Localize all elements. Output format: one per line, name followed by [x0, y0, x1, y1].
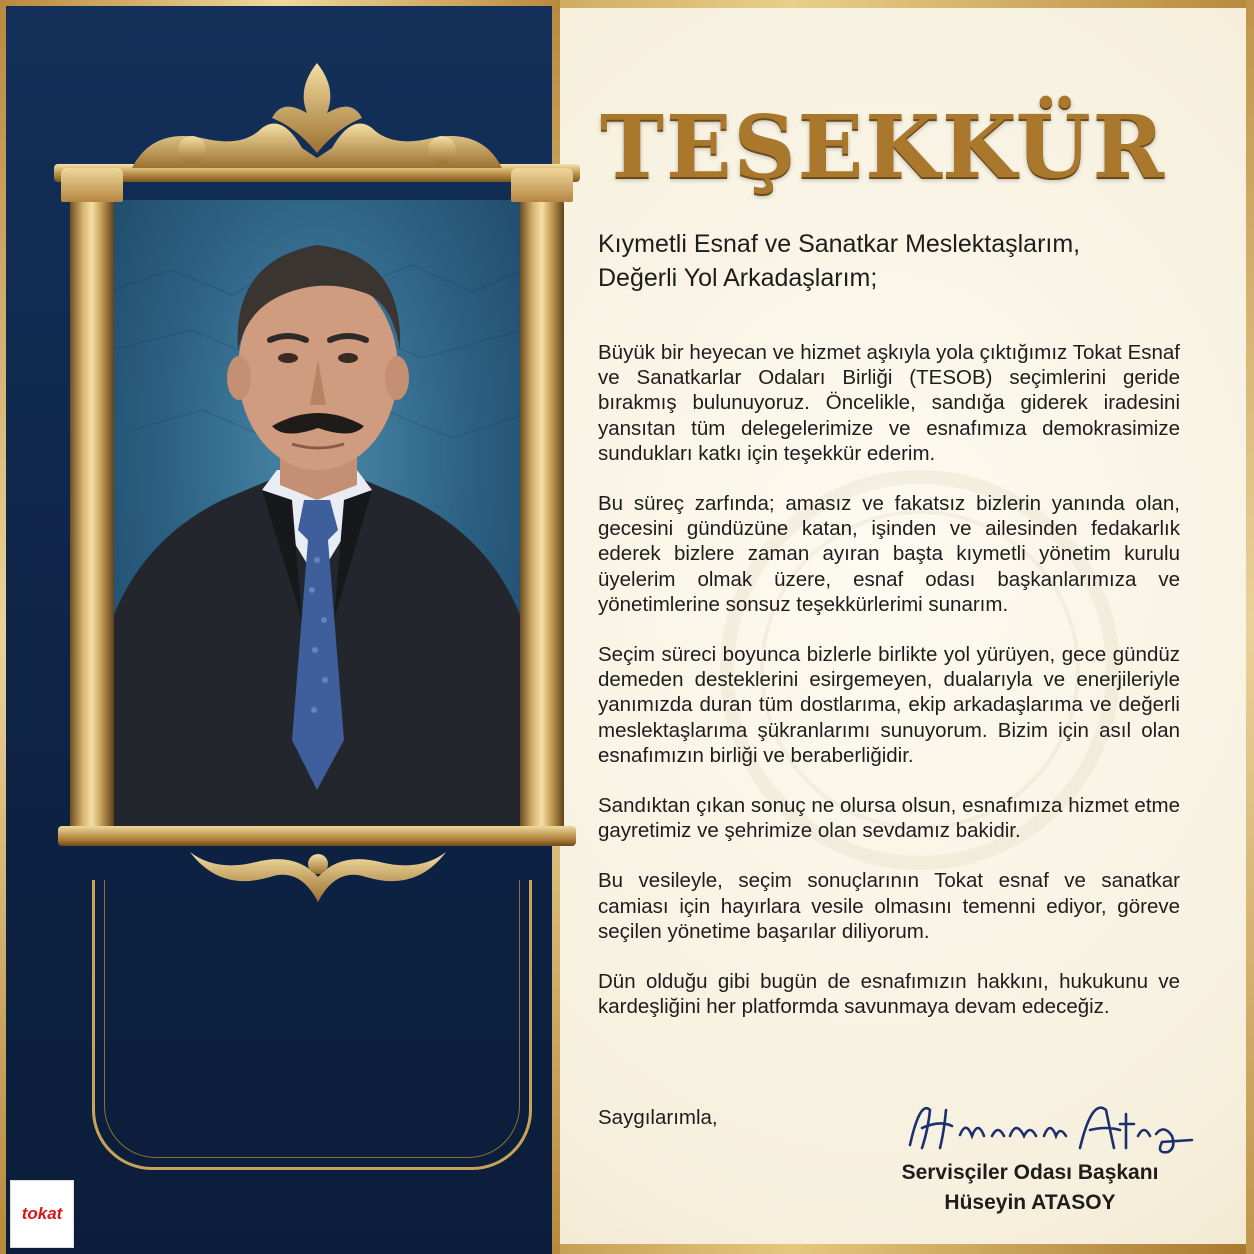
greeting-line-1: Kıymetli Esnaf ve Sanatkar Meslektaşlarım,	[598, 230, 1081, 258]
greeting-line-2: Değerli Yol Arkadaşlarım;	[598, 264, 878, 292]
portrait-illustration	[112, 200, 522, 830]
paragraph: Sandıktan çıkan sonuç ne olursa olsun, esnafımıza hizmet etme gayretimiz ve şehrimize olan sevdamız bakidir.	[598, 794, 1180, 843]
frame-capital-left	[61, 168, 123, 202]
closing-text: Saygılarımla,	[598, 1106, 718, 1129]
gold-border-top-left	[0, 0, 560, 6]
signature-block	[880, 1158, 1180, 1218]
handwritten-signature	[900, 1090, 1200, 1160]
logo-text: tokat	[21, 1204, 63, 1223]
paragraph: Büyük bir heyecan ve hizmet aşkıyla yola çıktığımız Tokat Esnaf ve Sanatkarlar Odaları Birliği (TESOB) seçimlerini geride bırakmış bulunuyoruz. Öncelikle, sandığa giderek iradesini yansıtan tüm delegelerimize ve esnafımıza demokrasimize sundukları katkı için teşekkür ederim.	[598, 341, 1180, 465]
greeting	[598, 227, 1178, 295]
paragraph: Dün olduğu gibi bugün de esnafımızın hakkını, hukukunu ve kardeşliğini her platformda savunmaya devam edeceğiz.	[598, 970, 1180, 1019]
ornament-bottom-icon	[180, 842, 456, 912]
paragraph: Bu süreç zarfında; amasız ve fakatsız bizlerin yanında olan, gecesini gündüzüne katan, işinden ve ailesinden fedakarlık ederek bizlere zaman ayıran başta kıymetli yönetim kurulu üyelerim olmak üzere, esnaf odası başkanlarımıza ve yönetimlerine sonsuz teşekkürlerimi sunarım.	[598, 492, 1180, 616]
tokat-haber-logo	[10, 1180, 74, 1248]
ornament-top-icon	[122, 58, 512, 178]
portrait-photo	[112, 200, 522, 830]
frame-capital-right	[511, 168, 573, 202]
frame-column-left	[70, 200, 114, 840]
page-title: TEŞEKKÜR	[600, 97, 1167, 198]
letter-body	[598, 340, 1180, 1044]
gold-border-left	[0, 0, 6, 1254]
signature-role: Servisçiler Odası Başkanı	[901, 1161, 1159, 1184]
signature-name: Hüseyin ATASOY	[944, 1191, 1116, 1214]
paragraph: Bu vesileyle, seçim sonuçlarının Tokat esnaf ve sanatkar camiası için hayırlara vesile olmasını temenni ediyor, göreve seçilen yönetime başarılar diliyorum.	[598, 869, 1180, 943]
frame-column-right	[520, 200, 564, 840]
decorative-arch-inner	[104, 880, 520, 1158]
paragraph: Seçim süreci boyunca bizlerle birlikte yol yürüyen, gece gündüz demeden desteklerini esirgemeyen, dualarıyla ve enerjileriyle yanımızda duran tüm dostlarıma, ekip arkadaşlarıma ve değerli meslektaşlarıma şükranlarımı sunuyorum. Bizim için asıl olan esnafımızın birliği ve beraberliğidir.	[598, 643, 1180, 767]
gold-border-right	[1246, 0, 1254, 1254]
